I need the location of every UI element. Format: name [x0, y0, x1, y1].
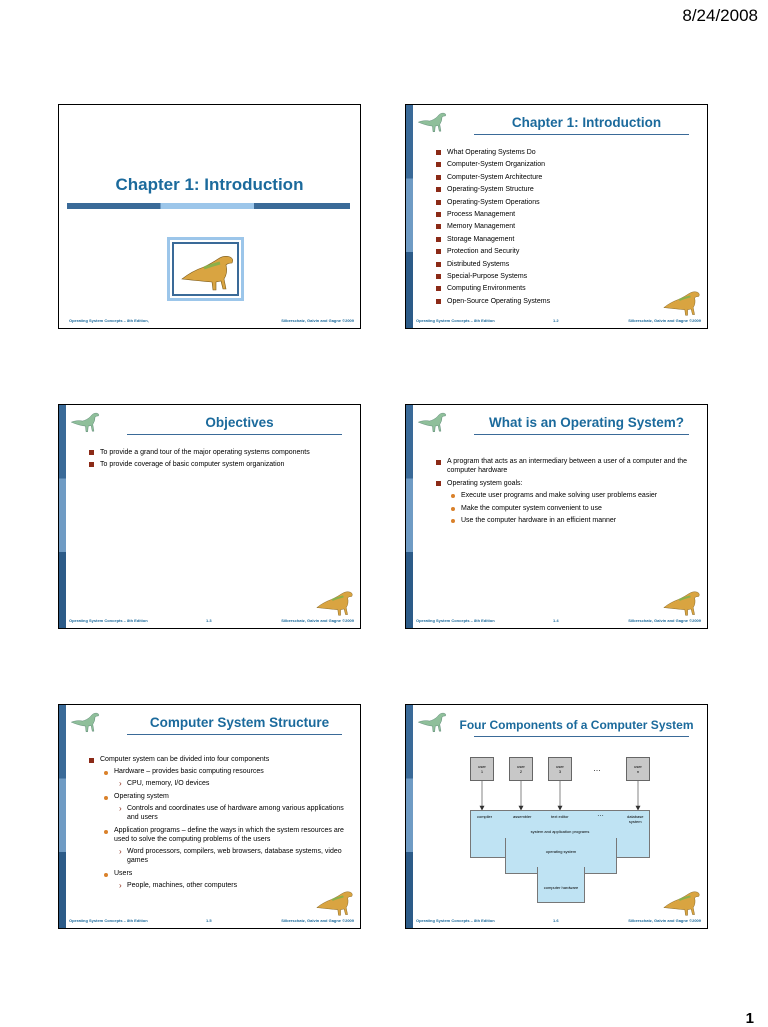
bullet-item: Computer system can be divided into four components — [89, 755, 346, 764]
footer-slide-number: 1.4 — [553, 618, 559, 623]
ellipsis: … — [593, 764, 601, 773]
sub-bullet-item: Use the computer hardware in an efficient manner — [436, 515, 693, 527]
footer-slide-number: 1.3 — [206, 618, 212, 623]
slide-1 — [58, 104, 361, 329]
bullet-item: Memory Management — [436, 221, 693, 233]
footer-left: Operating System Concepts – 8th Edition, — [69, 318, 149, 323]
footer-left: Operating System Concepts – 8th Edition — [69, 618, 148, 623]
user-box: user n — [626, 757, 650, 781]
sub-sub-bullet-item: › Controls and coordinates use of hardware among various applications and users — [89, 804, 346, 822]
dinosaur-image-frame — [167, 237, 244, 301]
side-bar — [406, 705, 413, 928]
slide-6 — [405, 704, 708, 929]
bullet-item: Computing Environments — [436, 283, 693, 295]
bullet-item: Protection and Security — [436, 246, 693, 258]
bullet-item: Operating system goals: — [436, 478, 693, 490]
bullet-item: Open-Source Operating Systems — [436, 296, 693, 308]
bullet-item: To provide a grand tour of the major operating systems components — [89, 447, 346, 459]
side-bar — [406, 105, 413, 328]
dinosaur-icon — [69, 708, 103, 734]
dinosaur-icon — [661, 586, 703, 618]
app-compiler: compiler — [477, 814, 493, 819]
dinosaur-icon — [69, 408, 103, 434]
slide-title: Chapter 1: Introduction — [115, 175, 304, 194]
side-bar — [59, 405, 66, 628]
title-underline — [127, 734, 342, 735]
dinosaur-icon — [177, 249, 239, 293]
footer-left: Operating System Concepts – 8th Edition — [416, 918, 495, 923]
bullet-item: Storage Management — [436, 234, 693, 246]
footer-slide-number: 1.6 — [553, 918, 559, 923]
app-assembler: assembler — [513, 814, 532, 819]
user-arrows — [464, 781, 654, 811]
user-box: user 1 — [470, 757, 494, 781]
sub-bullet-item: Execute user programs and make solving user problems easier — [436, 490, 693, 502]
page-number: 1 — [745, 1010, 754, 1027]
footer-right: Silberschatz, Galvin and Gagne ©2009 — [628, 618, 701, 623]
bullet-item: To provide coverage of basic computer system organization — [89, 459, 346, 471]
bullet-item: Computer-System Organization — [436, 159, 693, 171]
bullet-item: Special-Purpose Systems — [436, 271, 693, 283]
apps-layer-label: system and application programs — [530, 829, 590, 834]
footer-slide-number: 1.5 — [206, 918, 212, 923]
bullet-list — [436, 147, 693, 308]
user-box: user 2 — [509, 757, 533, 781]
sub-sub-bullet-item: › People, machines, other computers — [89, 881, 346, 890]
footer-right: Silberschatz, Galvin and Gagne ©2009 — [281, 618, 354, 623]
bullet-list — [89, 755, 346, 890]
footer-right: Silberschatz, Galvin and Gagne ©2009 — [628, 918, 701, 923]
sub-bullet-item: Make the computer system convenient to use — [436, 503, 693, 515]
title-underline — [474, 434, 689, 435]
app-text-editor: text editor — [551, 814, 569, 819]
slide-title: Four Components of a Computer System — [459, 718, 694, 732]
footer-left: Operating System Concepts – 8th Edition — [416, 618, 495, 623]
slide-title: Computer System Structure — [149, 715, 330, 730]
apps-ellipsis: … — [597, 811, 604, 818]
hardware-layer — [537, 867, 585, 903]
bullet-item: A program that acts as an intermediary between a user of a computer and the computer hardware — [436, 457, 693, 475]
slide-footer — [69, 318, 354, 326]
footer-right: Silberschatz, Galvin and Gagne ©2009 — [628, 318, 701, 323]
os-layer-label: operating system — [545, 849, 577, 854]
sub-bullet-item: Application programs – define the ways in which the system resources are used to solve the computing problems of the users — [89, 826, 346, 844]
user-box: user 3 — [548, 757, 572, 781]
page-date: 8/24/2008 — [682, 6, 758, 25]
slide-2 — [405, 104, 708, 329]
bullet-item: What Operating Systems Do — [436, 147, 693, 159]
dinosaur-icon — [661, 886, 703, 918]
bullet-item: Operating-System Structure — [436, 184, 693, 196]
bullet-list — [436, 457, 693, 528]
slide-5 — [58, 704, 361, 929]
bullet-item: Computer-System Architecture — [436, 172, 693, 184]
slide-footer — [69, 918, 354, 926]
bullet-list — [89, 447, 346, 472]
dinosaur-icon — [314, 586, 356, 618]
title-underline — [474, 134, 689, 135]
slide-footer — [69, 618, 354, 626]
footer-right: Silberschatz, Galvin and Gagne ©2009 — [281, 318, 354, 323]
slide-title: What is an Operating System? — [488, 415, 685, 430]
sub-bullet-item: Users — [89, 869, 346, 878]
title-underline — [474, 736, 689, 737]
app-database-system: database system — [627, 814, 644, 824]
sub-sub-bullet-item: › Word processors, compilers, web browsers, database systems, video games — [89, 847, 346, 865]
side-bar — [59, 705, 66, 928]
hardware-layer-label: computer hardware — [543, 885, 579, 890]
dinosaur-icon — [416, 108, 450, 134]
footer-left: Operating System Concepts – 8th Edition — [69, 918, 148, 923]
bullet-item: Operating-System Operations — [436, 197, 693, 209]
slide-footer — [416, 918, 701, 926]
slide-footer — [416, 618, 701, 626]
dinosaur-icon — [416, 708, 450, 734]
bullet-item: Distributed Systems — [436, 259, 693, 271]
slide-title: Chapter 1: Introduction — [511, 115, 662, 130]
slide-4 — [405, 404, 708, 629]
sub-sub-bullet-item: › CPU, memory, I/O devices — [89, 779, 346, 788]
slide-title: Objectives — [205, 415, 274, 430]
title-divider — [67, 203, 350, 209]
slide-footer — [416, 318, 701, 326]
sub-bullet-item: Operating system — [89, 792, 346, 801]
footer-left: Operating System Concepts – 8th Edition — [416, 318, 495, 323]
footer-slide-number: 1.2 — [553, 318, 559, 323]
footer-right: Silberschatz, Galvin and Gagne ©2009 — [281, 918, 354, 923]
title-underline — [127, 434, 342, 435]
four-components-diagram — [464, 750, 654, 900]
dinosaur-icon — [416, 408, 450, 434]
side-bar — [406, 405, 413, 628]
dinosaur-icon — [661, 286, 703, 318]
sub-bullet-item: Hardware – provides basic computing resources — [89, 767, 346, 776]
dinosaur-icon — [314, 886, 356, 918]
bullet-item: Process Management — [436, 209, 693, 221]
slide-3 — [58, 404, 361, 629]
